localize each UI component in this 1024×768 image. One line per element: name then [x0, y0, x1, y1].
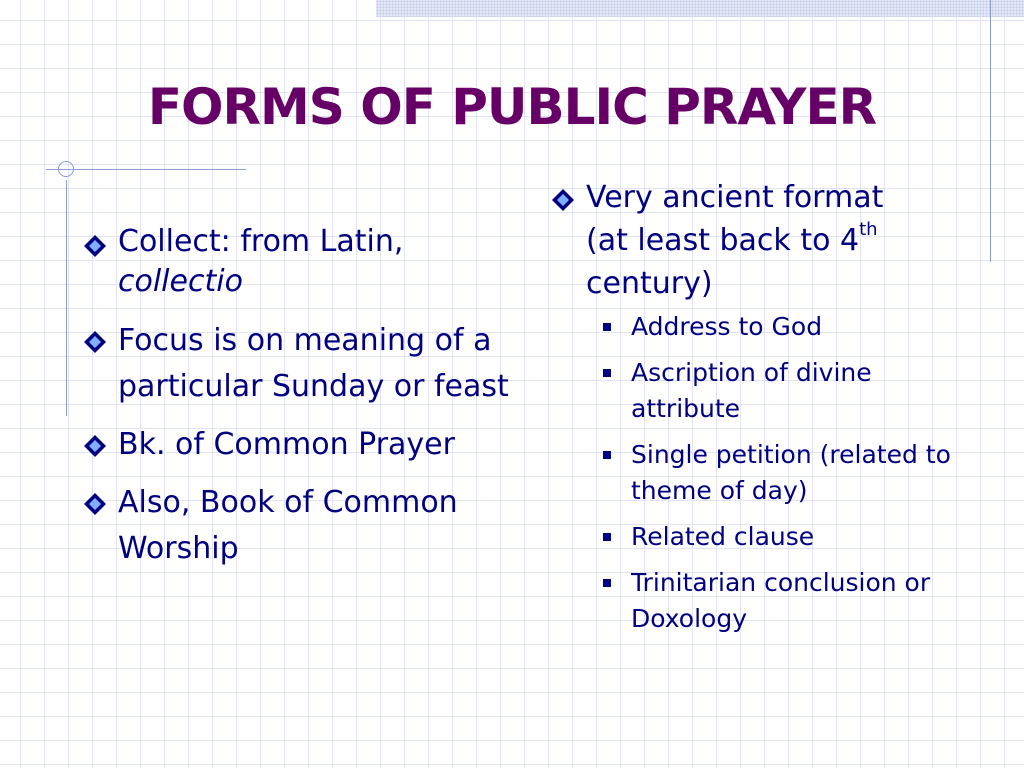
decorative-ring-icon — [58, 161, 74, 177]
left-item-text: Bk. of Common Prayer — [118, 427, 455, 462]
sub-item-text: Related clause — [631, 522, 815, 551]
diamond-bullet-icon — [83, 434, 107, 458]
right-item-line2: (at least back to 4 — [586, 223, 860, 258]
right-column — [548, 176, 968, 647]
diamond-bullet-icon — [83, 234, 107, 258]
slide-title: FORMS OF PUBLIC PRAYER — [147, 78, 877, 136]
left-item-italic-text: collectio — [118, 264, 243, 299]
square-bullet-icon — [603, 533, 611, 541]
decorative-vertical-line-left — [66, 180, 67, 416]
top-decorative-band — [376, 0, 1024, 17]
right-item-line3: century) — [586, 266, 713, 301]
sub-bullet-item — [548, 519, 968, 555]
sub-item-text: Single petition (related to theme of day) — [631, 440, 951, 505]
sub-bullet-item — [548, 565, 968, 637]
sub-bullet-item — [548, 309, 968, 345]
right-item-line1: Very ancient format — [586, 180, 884, 215]
left-bullet-item — [80, 318, 525, 410]
diamond-bullet-icon — [83, 330, 107, 354]
left-item-text: Collect: from Latin, — [118, 224, 404, 259]
sub-bullet-item — [548, 355, 968, 427]
left-bullet-item — [80, 422, 525, 468]
square-bullet-icon — [603, 579, 611, 587]
right-item-superscript: th — [859, 219, 878, 240]
sub-bullet-item — [548, 437, 968, 509]
left-item-text: Focus is on meaning of a particular Sunday or feast — [118, 323, 509, 404]
left-column — [80, 222, 525, 584]
square-bullet-icon — [603, 451, 611, 459]
left-bullet-item — [80, 480, 525, 572]
right-bullet-item — [548, 176, 968, 305]
sub-item-text: Trinitarian conclusion or Doxology — [631, 568, 931, 633]
sub-item-text: Ascription of divine attribute — [631, 358, 872, 423]
diamond-bullet-icon — [83, 492, 107, 516]
left-bullet-item — [80, 222, 525, 302]
square-bullet-icon — [603, 369, 611, 377]
square-bullet-icon — [603, 323, 611, 331]
decorative-horizontal-line — [46, 169, 246, 170]
left-item-text: Also, Book of Common Worship — [118, 485, 458, 566]
sub-item-text: Address to God — [631, 312, 823, 341]
diamond-bullet-icon — [551, 188, 575, 212]
right-sublist — [548, 309, 968, 637]
